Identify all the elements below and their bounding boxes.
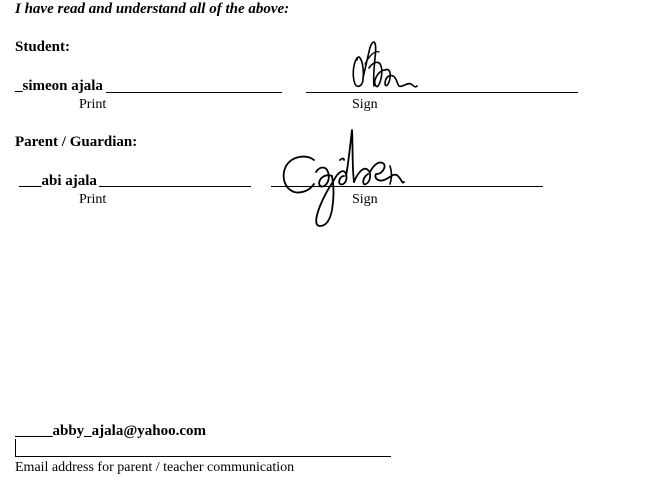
student-signature-image — [345, 38, 425, 94]
email-label: Email address for parent / teacher communication — [15, 460, 295, 475]
acknowledgement-statement: I have read and understand all of the above: — [15, 1, 290, 17]
guardian-heading: Parent / Guardian: — [15, 134, 138, 150]
student-print-label: Print — [79, 97, 107, 112]
student-sign-label: Sign — [352, 97, 378, 112]
guardian-email-value: _____abby_ajala@yahoo.com — [15, 423, 207, 439]
student-heading: Student: — [15, 39, 71, 55]
guardian-print-name: ___abi ajala — [19, 173, 97, 189]
email-line — [15, 456, 391, 457]
guardian-print-label: Print — [79, 192, 107, 207]
guardian-sign-label: Sign — [352, 192, 378, 207]
student-print-line — [106, 92, 282, 93]
email-field-edge — [15, 439, 16, 456]
guardian-print-line — [99, 186, 251, 187]
guardian-signature-image — [278, 126, 414, 230]
student-print-name: _simeon ajala — [15, 78, 103, 94]
